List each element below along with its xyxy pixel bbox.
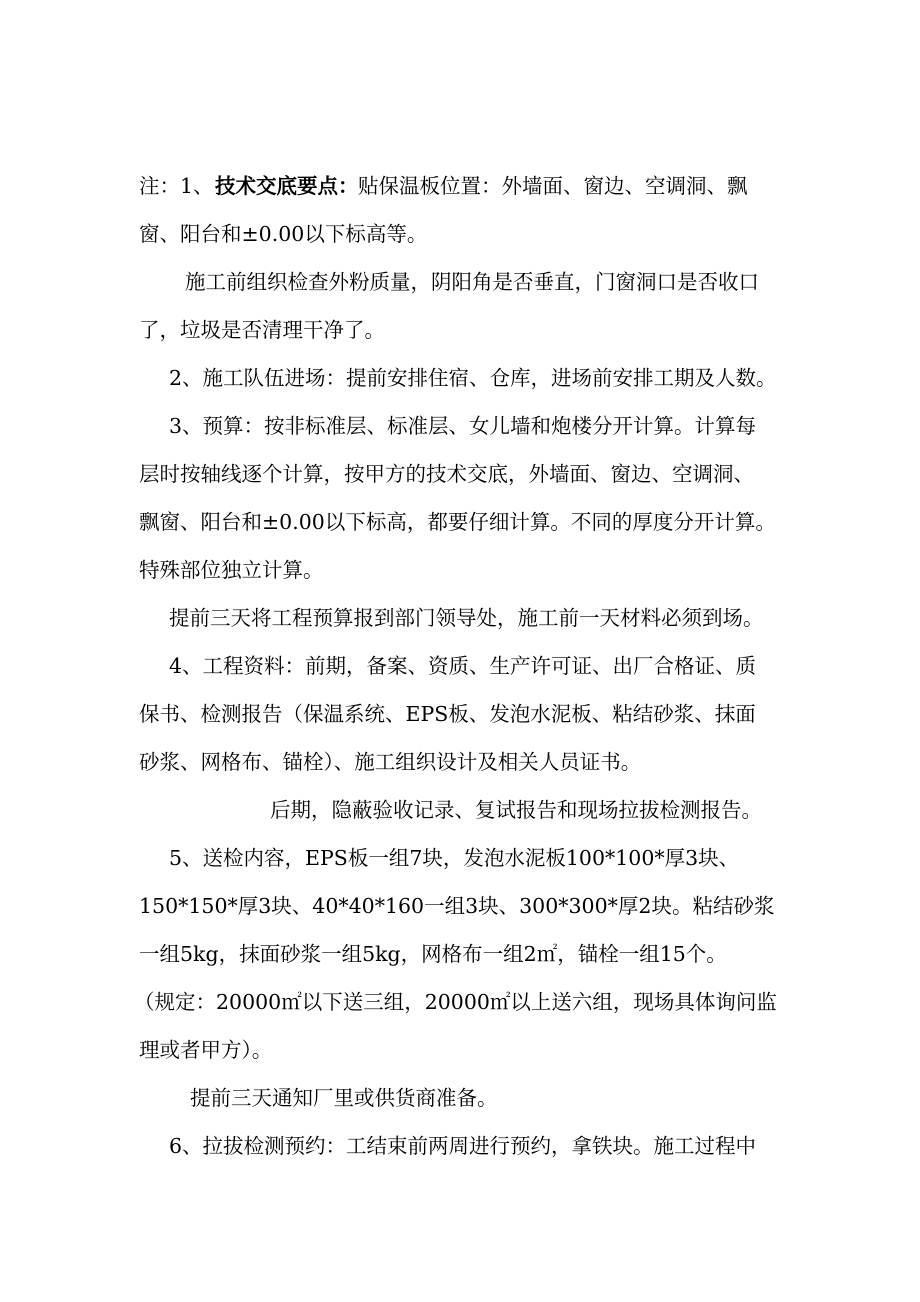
item-4-line-2: 保书、检测报告（保温系统、EPS板、发泡水泥板、粘结砂浆、抹面 [139, 702, 756, 726]
item-5-line-1: 5、送检内容，EPS板一组7块，发泡水泥板100*100*厚3块、 [169, 846, 740, 870]
item-2-line-1: 2、施工队伍进场：提前安排住宿、仓库，进场前安排工期及人数。 [169, 366, 777, 390]
note-1-heading: 技术交底要点： [215, 174, 359, 198]
item-5-line-3: 一组5kg，抹面砂浆一组5kg，网格布一组2㎡，锚栓一组15个。 [139, 942, 727, 966]
budget-deadline-line: 提前三天将工程预算报到部门领导处，施工前一天材料必须到场。 [169, 606, 764, 630]
later-stage-line: 后期，隐蔽验收记录、复试报告和现场拉拔检测报告。 [270, 798, 762, 822]
item-4-line-3: 砂浆、网格布、锚栓）、施工组织设计及相关人员证书。 [139, 750, 642, 774]
item-5-line-2: 150*150*厚3块、40*40*160一组3块、300*300*厚2块。粘结砂浆 [139, 894, 775, 918]
item-4-line-1: 4、工程资料：前期，备案、资质、生产许可证、出厂合格证、质 [169, 654, 757, 678]
note-1-text: 贴保温板位置：外墙面、窗边、空调洞、飘 [358, 174, 748, 198]
supplier-notice-line: 提前三天通知厂里或供货商准备。 [190, 1086, 498, 1110]
item-3-line-3: 飘窗、阳台和±0.00以下标高，都要仔细计算。不同的厚度分开计算。 [139, 510, 776, 534]
item-3-line-1: 3、预算：按非标准层、标准层、女儿墙和炮楼分开计算。计算每 [169, 414, 757, 438]
item-5-line-4: （规定：20000㎡以下送三组，20000㎡以上送六组，现场具体询问监 [134, 990, 777, 1014]
note-1-prefix: 注：1、 [139, 174, 214, 198]
note-1-line-1 [0, 166, 920, 206]
item-3-line-4: 特殊部位独立计算。 [139, 558, 324, 582]
paragraph-inspection-line-2: 了，垃圾是否清理干净了。 [139, 318, 385, 342]
paragraph-inspection-line-1: 施工前组织检查外粉质量，阴阳角是否垂直，门窗洞口是否收口 [185, 270, 759, 294]
item-5-line-5: 理或者甲方）。 [139, 1038, 273, 1062]
note-1-line-2: 窗、阳台和±0.00以下标高等。 [139, 222, 428, 246]
item-3-line-2: 层时按轴线逐个计算，按甲方的技术交底，外墙面、窗边、空调洞、 [139, 462, 754, 486]
item-6-line-1: 6、拉拔检测预约：工结束前两周进行预约，拿铁块。施工过程中 [169, 1134, 757, 1158]
